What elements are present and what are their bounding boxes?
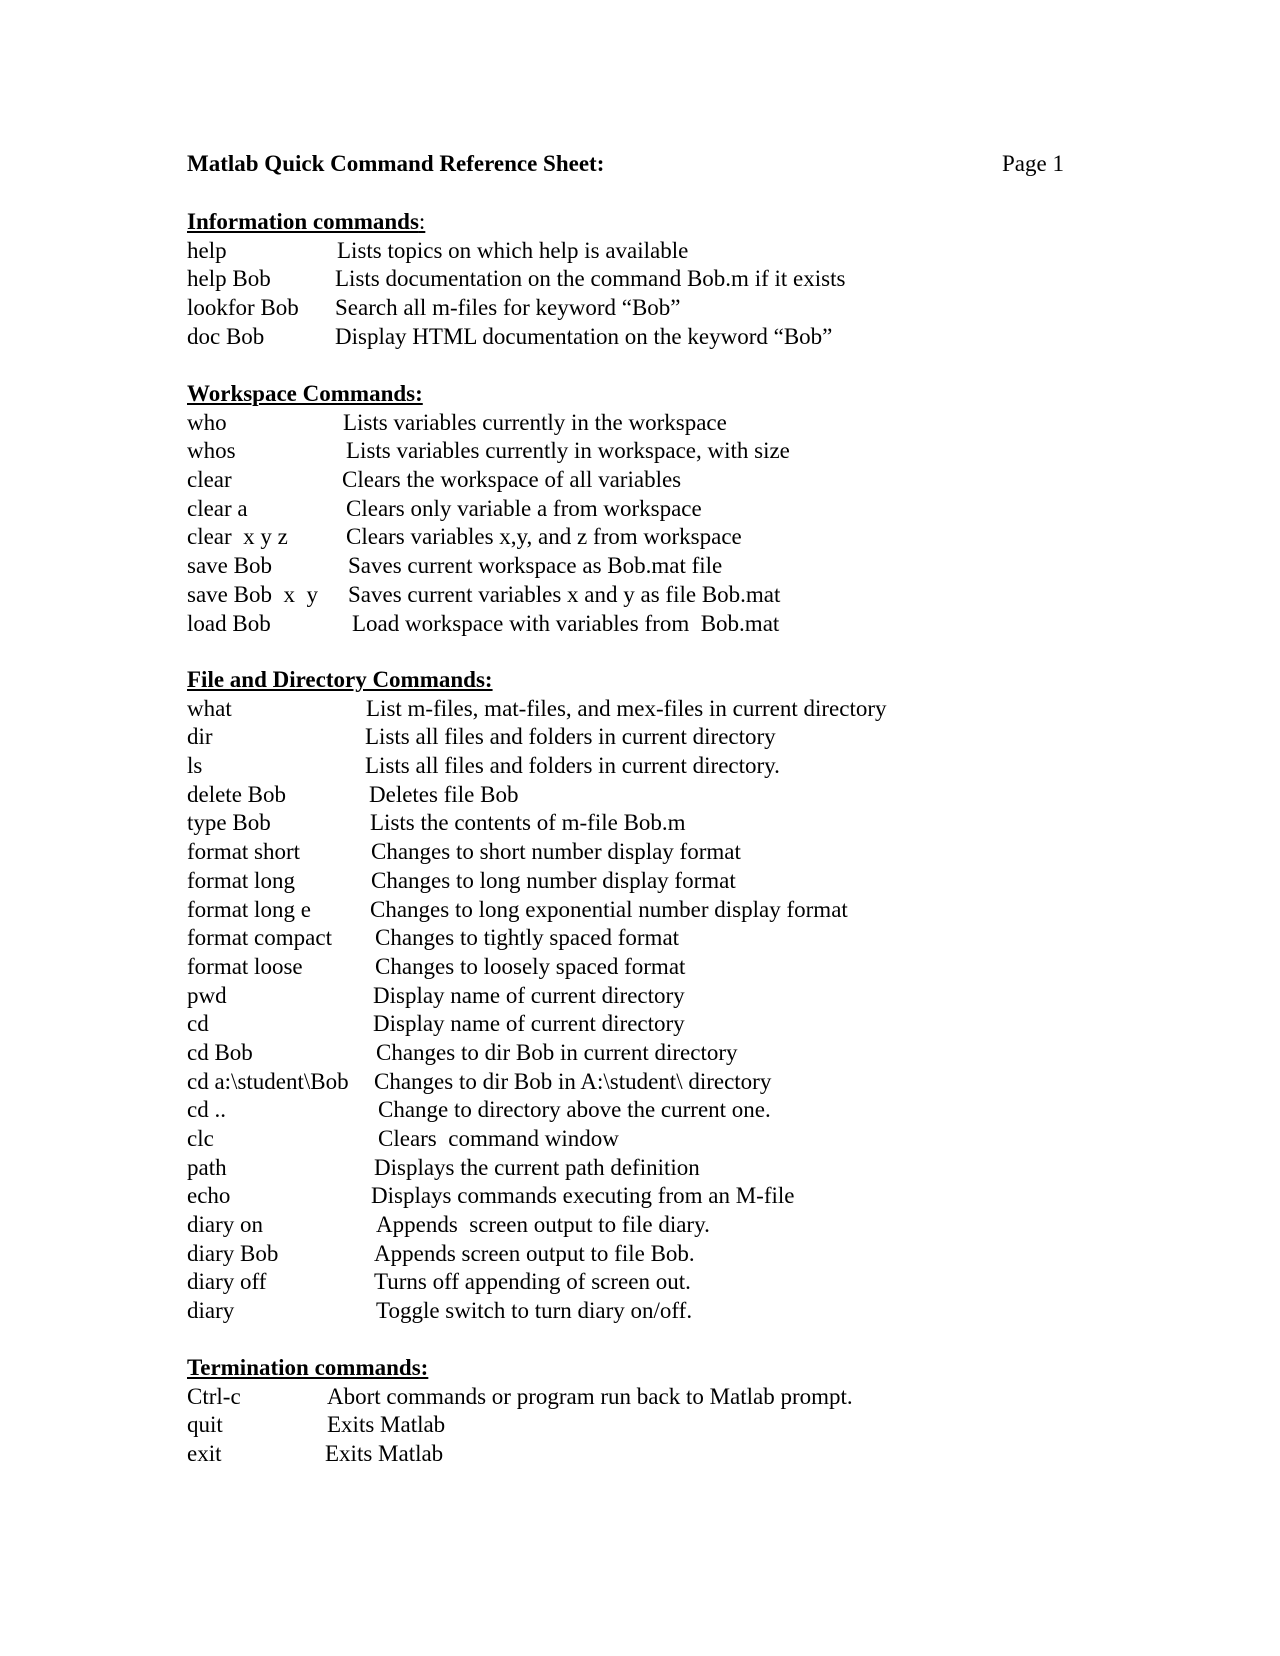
command-description: Display name of current directory xyxy=(373,982,685,1008)
command-name: format loose xyxy=(187,953,303,979)
command-description: Lists topics on which help is available xyxy=(337,237,689,263)
command-name: diary off xyxy=(187,1269,267,1295)
command-description: Clears only variable a from workspace xyxy=(346,495,702,521)
command-name: save Bob x y xyxy=(187,581,318,607)
command-row xyxy=(187,1125,619,1154)
command-row xyxy=(187,1096,771,1125)
command-description: Saves current variables x and y as file Bob.mat xyxy=(348,581,781,607)
command-description: Appends screen output to file diary. xyxy=(376,1212,710,1238)
command-name: format compact xyxy=(187,925,332,951)
command-description: Clears the workspace of all variables xyxy=(342,467,682,493)
command-name: help Bob xyxy=(187,266,271,292)
command-row xyxy=(187,1068,772,1097)
command-description: Saves current workspace as Bob.mat file xyxy=(348,553,723,579)
section-information-commands xyxy=(187,208,846,351)
command-name: lookfor Bob xyxy=(187,295,299,321)
command-row xyxy=(187,723,776,752)
command-description: Clears command window xyxy=(378,1126,619,1152)
command-name: format long e xyxy=(187,896,311,922)
command-row xyxy=(187,552,723,581)
command-row xyxy=(187,495,702,524)
command-name: Ctrl-c xyxy=(187,1383,241,1409)
command-description: Lists all files and folders in current directory xyxy=(365,724,776,750)
command-row xyxy=(187,1440,444,1469)
command-row xyxy=(187,323,833,352)
command-row xyxy=(187,752,780,781)
command-row xyxy=(187,1411,446,1440)
command-row xyxy=(187,294,681,323)
command-row xyxy=(187,695,887,724)
command-row xyxy=(187,466,682,495)
command-row xyxy=(187,581,781,610)
command-name: echo xyxy=(187,1183,231,1209)
command-description: Displays the current path definition xyxy=(374,1154,700,1180)
command-row xyxy=(187,1039,738,1068)
command-name: quit xyxy=(187,1412,223,1438)
command-name: what xyxy=(187,695,232,721)
command-description: Turns off appending of screen out. xyxy=(374,1269,691,1295)
command-description: Changes to long number display format xyxy=(371,867,736,893)
command-description: Abort commands or program run back to Matlab prompt. xyxy=(327,1383,853,1409)
command-row xyxy=(187,1182,795,1211)
command-name: ls xyxy=(187,753,203,779)
command-name: diary xyxy=(187,1298,235,1324)
command-description: Changes to short number display format xyxy=(371,839,741,865)
command-description: Displays commands executing from an M-file xyxy=(371,1183,795,1209)
command-name: clear xyxy=(187,467,232,493)
command-row xyxy=(187,1383,853,1412)
command-name: diary on xyxy=(187,1212,264,1238)
section-termination-commands xyxy=(187,1354,853,1469)
command-row xyxy=(187,1154,700,1183)
command-row xyxy=(187,809,686,838)
command-name: type Bob xyxy=(187,810,271,836)
document-title: Matlab Quick Command Reference Sheet: xyxy=(187,151,605,176)
command-description: Clears variables x,y, and z from workspace xyxy=(346,524,742,550)
command-description: Exits Matlab xyxy=(327,1412,446,1438)
command-description: Changes to long exponential number display format xyxy=(370,896,848,922)
command-description: Lists all files and folders in current directory. xyxy=(365,753,780,779)
command-description: Toggle switch to turn diary on/off. xyxy=(376,1298,693,1324)
command-name: load Bob xyxy=(187,610,271,636)
command-row xyxy=(187,924,680,953)
command-row xyxy=(187,867,736,896)
command-name: doc Bob xyxy=(187,323,265,349)
command-row xyxy=(187,982,685,1011)
command-row xyxy=(187,265,846,294)
command-description: Lists variables currently in workspace, with size xyxy=(346,438,790,464)
command-description: Changes to loosely spaced format xyxy=(375,953,686,979)
command-description: Search all m-files for keyword “Bob” xyxy=(335,295,681,321)
command-row xyxy=(187,953,686,982)
command-description: Exits Matlab xyxy=(325,1441,444,1467)
command-row xyxy=(187,781,519,810)
command-name: format long xyxy=(187,867,295,893)
command-description: Lists the contents of m-file Bob.m xyxy=(370,810,686,836)
command-row xyxy=(187,838,741,867)
section-heading: Termination commands: xyxy=(187,1355,429,1380)
command-description: Display HTML documentation on the keyword “Bob” xyxy=(335,323,833,349)
command-description: Change to directory above the current one. xyxy=(378,1097,771,1123)
section-file-directory-commands xyxy=(187,666,887,1326)
command-description: Changes to dir Bob in current directory xyxy=(376,1039,738,1065)
command-description: Display name of current directory xyxy=(373,1011,685,1037)
command-name: clear a xyxy=(187,495,248,521)
command-description: Lists documentation on the command Bob.m if it exists xyxy=(335,266,846,292)
command-row xyxy=(187,237,689,266)
section-heading: Information commands: xyxy=(187,209,426,234)
section-workspace-commands xyxy=(187,380,790,638)
command-row xyxy=(187,896,848,925)
page-number: Page 1 xyxy=(1002,151,1064,176)
command-description: Deletes file Bob xyxy=(369,781,519,807)
command-name: diary Bob xyxy=(187,1240,279,1266)
command-name: format short xyxy=(187,839,301,865)
command-row xyxy=(187,610,780,639)
section-heading: Workspace Commands: xyxy=(187,381,423,406)
command-name: help xyxy=(187,237,227,263)
command-description: Changes to dir Bob in A:\student\ directory xyxy=(374,1068,772,1094)
command-name: cd xyxy=(187,1011,209,1037)
command-name: cd a:\student\Bob xyxy=(187,1068,349,1094)
command-description: List m-files, mat-files, and mex-files in current directory xyxy=(366,695,887,721)
command-row xyxy=(187,1240,695,1269)
command-name: cd .. xyxy=(187,1097,226,1123)
command-name: delete Bob xyxy=(187,781,286,807)
command-row xyxy=(187,1297,693,1326)
command-name: dir xyxy=(187,724,213,750)
command-description: Lists variables currently in the workspace xyxy=(343,409,727,435)
command-row xyxy=(187,437,790,466)
command-name: pwd xyxy=(187,982,227,1008)
command-name: cd Bob xyxy=(187,1039,253,1065)
command-description: Appends screen output to file Bob. xyxy=(374,1240,695,1266)
command-name: who xyxy=(187,409,227,435)
command-name: path xyxy=(187,1154,227,1180)
command-row xyxy=(187,409,727,438)
command-row xyxy=(187,1268,691,1297)
command-name: clear x y z xyxy=(187,524,288,550)
section-heading: File and Directory Commands: xyxy=(187,667,493,692)
command-row xyxy=(187,1211,710,1240)
command-row xyxy=(187,523,742,552)
command-row xyxy=(187,1010,685,1039)
command-name: whos xyxy=(187,438,236,464)
command-description: Changes to tightly spaced format xyxy=(375,925,680,951)
command-name: clc xyxy=(187,1126,214,1152)
command-name: save Bob xyxy=(187,553,272,579)
command-description: Load workspace with variables from Bob.mat xyxy=(352,610,780,636)
command-name: exit xyxy=(187,1441,222,1467)
